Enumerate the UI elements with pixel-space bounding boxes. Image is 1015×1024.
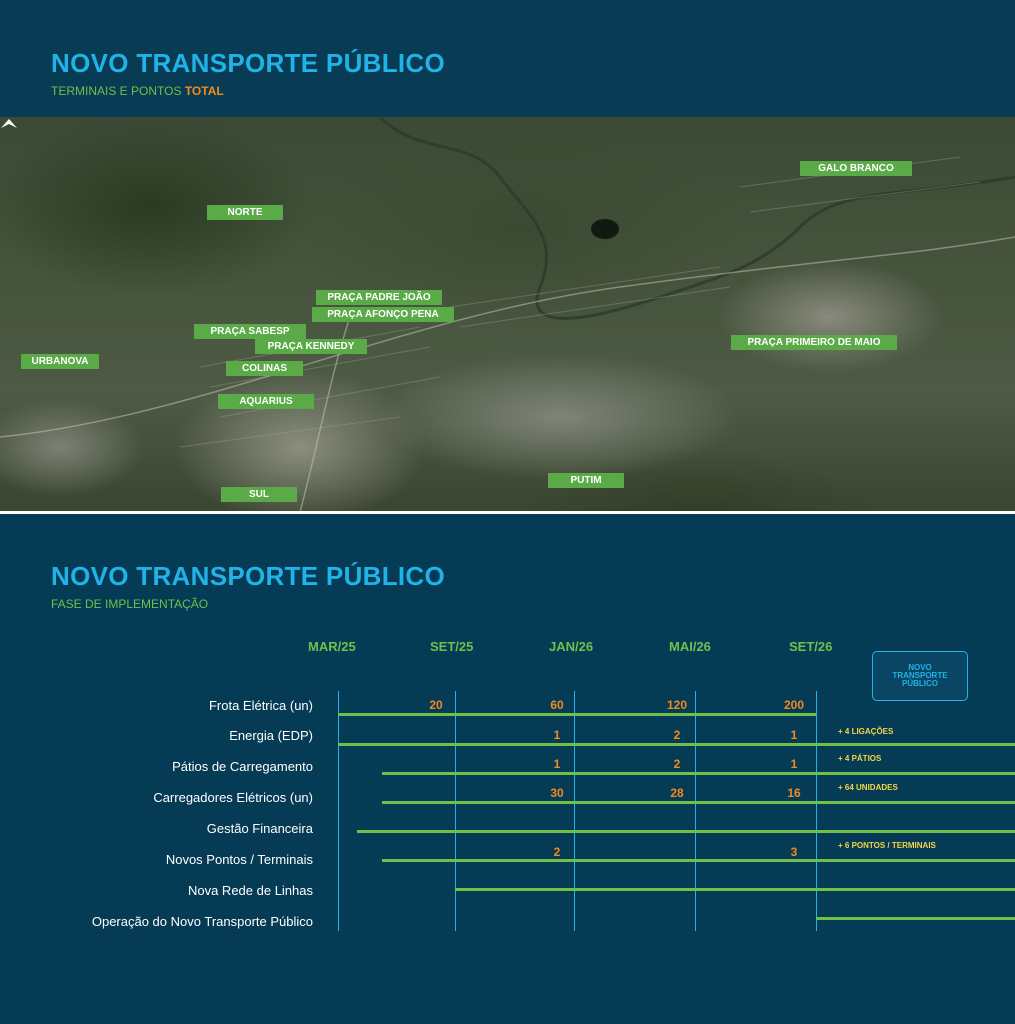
gridline — [455, 691, 456, 931]
page-title: NOVO TRANSPORTE PÚBLICO — [51, 48, 446, 78]
row-label-pontos: Novos Pontos / Terminais — [165, 852, 313, 867]
subtitle-prefix: TERMINAIS E PONTOS — [51, 84, 185, 98]
column-header: JAN/26 — [549, 639, 594, 654]
cell-value: 2 — [673, 757, 681, 771]
map-label-putim: PUTIM — [548, 473, 624, 488]
row-label-gestao: Gestão Financeira — [206, 821, 313, 836]
map-label-urbanova: URBANOVA — [21, 354, 99, 369]
note-unidades: + 64 UNIDADES — [838, 783, 898, 792]
cell-value: 2 — [673, 728, 681, 742]
map-label-norte: NORTE — [207, 205, 283, 220]
novo-transporte-badge — [872, 651, 968, 701]
subtitle-accent: TOTAL — [184, 84, 224, 98]
cell-value: 1 — [790, 728, 798, 742]
cell-value: 20 — [429, 698, 443, 712]
gridline — [695, 691, 696, 931]
timeline-bar-gestao — [357, 830, 1015, 833]
cell-value: 16 — [787, 786, 801, 800]
column-header: MAR/25 — [308, 639, 356, 654]
map-label-praca-kennedy: PRAÇA KENNEDY — [255, 339, 367, 354]
badge-line: TRANSPORTE — [892, 671, 948, 680]
badge-line: NOVO — [908, 663, 932, 672]
note-ligacoes: + 4 LIGAÇÕES — [838, 727, 894, 736]
cell-value: 30 — [550, 786, 564, 800]
row-label-energia: Energia (EDP) — [229, 728, 313, 743]
cell-value: 60 — [550, 698, 564, 712]
map-label-galo-branco: GALO BRANCO — [800, 161, 912, 176]
timeline-bar-pontos — [382, 859, 1015, 862]
map-label-praca-primeiro-de-maio: PRAÇA PRIMEIRO DE MAIO — [731, 335, 897, 350]
timeline-bar-rede — [455, 888, 1015, 891]
cell-value: 2 — [553, 845, 561, 859]
north-arrow-icon — [0, 117, 18, 129]
gridline — [574, 691, 575, 931]
map-label-colinas: COLINAS — [226, 361, 303, 376]
timeline-bar-patios — [382, 772, 1015, 775]
column-header: SET/26 — [789, 639, 833, 654]
cell-value: 28 — [670, 786, 684, 800]
page-subtitle — [51, 84, 224, 98]
cell-value: 1 — [553, 757, 561, 771]
map-label-praca-afonco-pena: PRAÇA AFONÇO PENA — [312, 307, 454, 322]
cell-value: 1 — [790, 757, 798, 771]
satellite-map — [0, 117, 1015, 512]
timeline-panel — [0, 514, 1015, 1024]
timeline-bar-frota — [338, 713, 816, 716]
row-label-rede: Nova Rede de Linhas — [187, 883, 313, 898]
map-label-sul: SUL — [221, 487, 297, 502]
gridline — [338, 691, 339, 931]
map-label-aquarius: AQUARIUS — [218, 394, 314, 409]
cell-value: 120 — [666, 698, 688, 712]
gridline — [816, 691, 817, 931]
map-texture — [0, 117, 1015, 512]
row-label-frota: Frota Elétrica (un) — [208, 698, 313, 713]
cell-value: 3 — [790, 845, 798, 859]
timeline-title: NOVO TRANSPORTE PÚBLICO — [51, 561, 446, 591]
row-label-patios: Pátios de Carregamento — [172, 759, 313, 774]
timeline-bar-operacao — [816, 917, 1015, 920]
timeline-bar-carregadores — [382, 801, 1015, 804]
badge-line: PÚBLICO — [902, 679, 938, 688]
map-label-praca-sabesp: PRAÇA SABESP — [194, 324, 306, 339]
column-header: SET/25 — [430, 639, 474, 654]
row-label-operacao: Operação do Novo Transporte Público — [91, 914, 313, 929]
map-label-praca-padre-joao: PRAÇA PADRE JOÃO — [316, 290, 442, 305]
timeline-bar-energia — [338, 743, 1015, 746]
note-patios: + 4 PÁTIOS — [838, 754, 882, 763]
note-pontos-terminais: + 6 PONTOS / TERMINAIS — [838, 841, 936, 850]
cell-value: 200 — [783, 698, 805, 712]
row-label-carregadores: Carregadores Elétricos (un) — [153, 790, 313, 805]
timeline-subtitle: FASE DE IMPLEMENTAÇÃO — [51, 597, 209, 611]
column-header: MAI/26 — [669, 639, 711, 654]
cell-value: 1 — [553, 728, 561, 742]
